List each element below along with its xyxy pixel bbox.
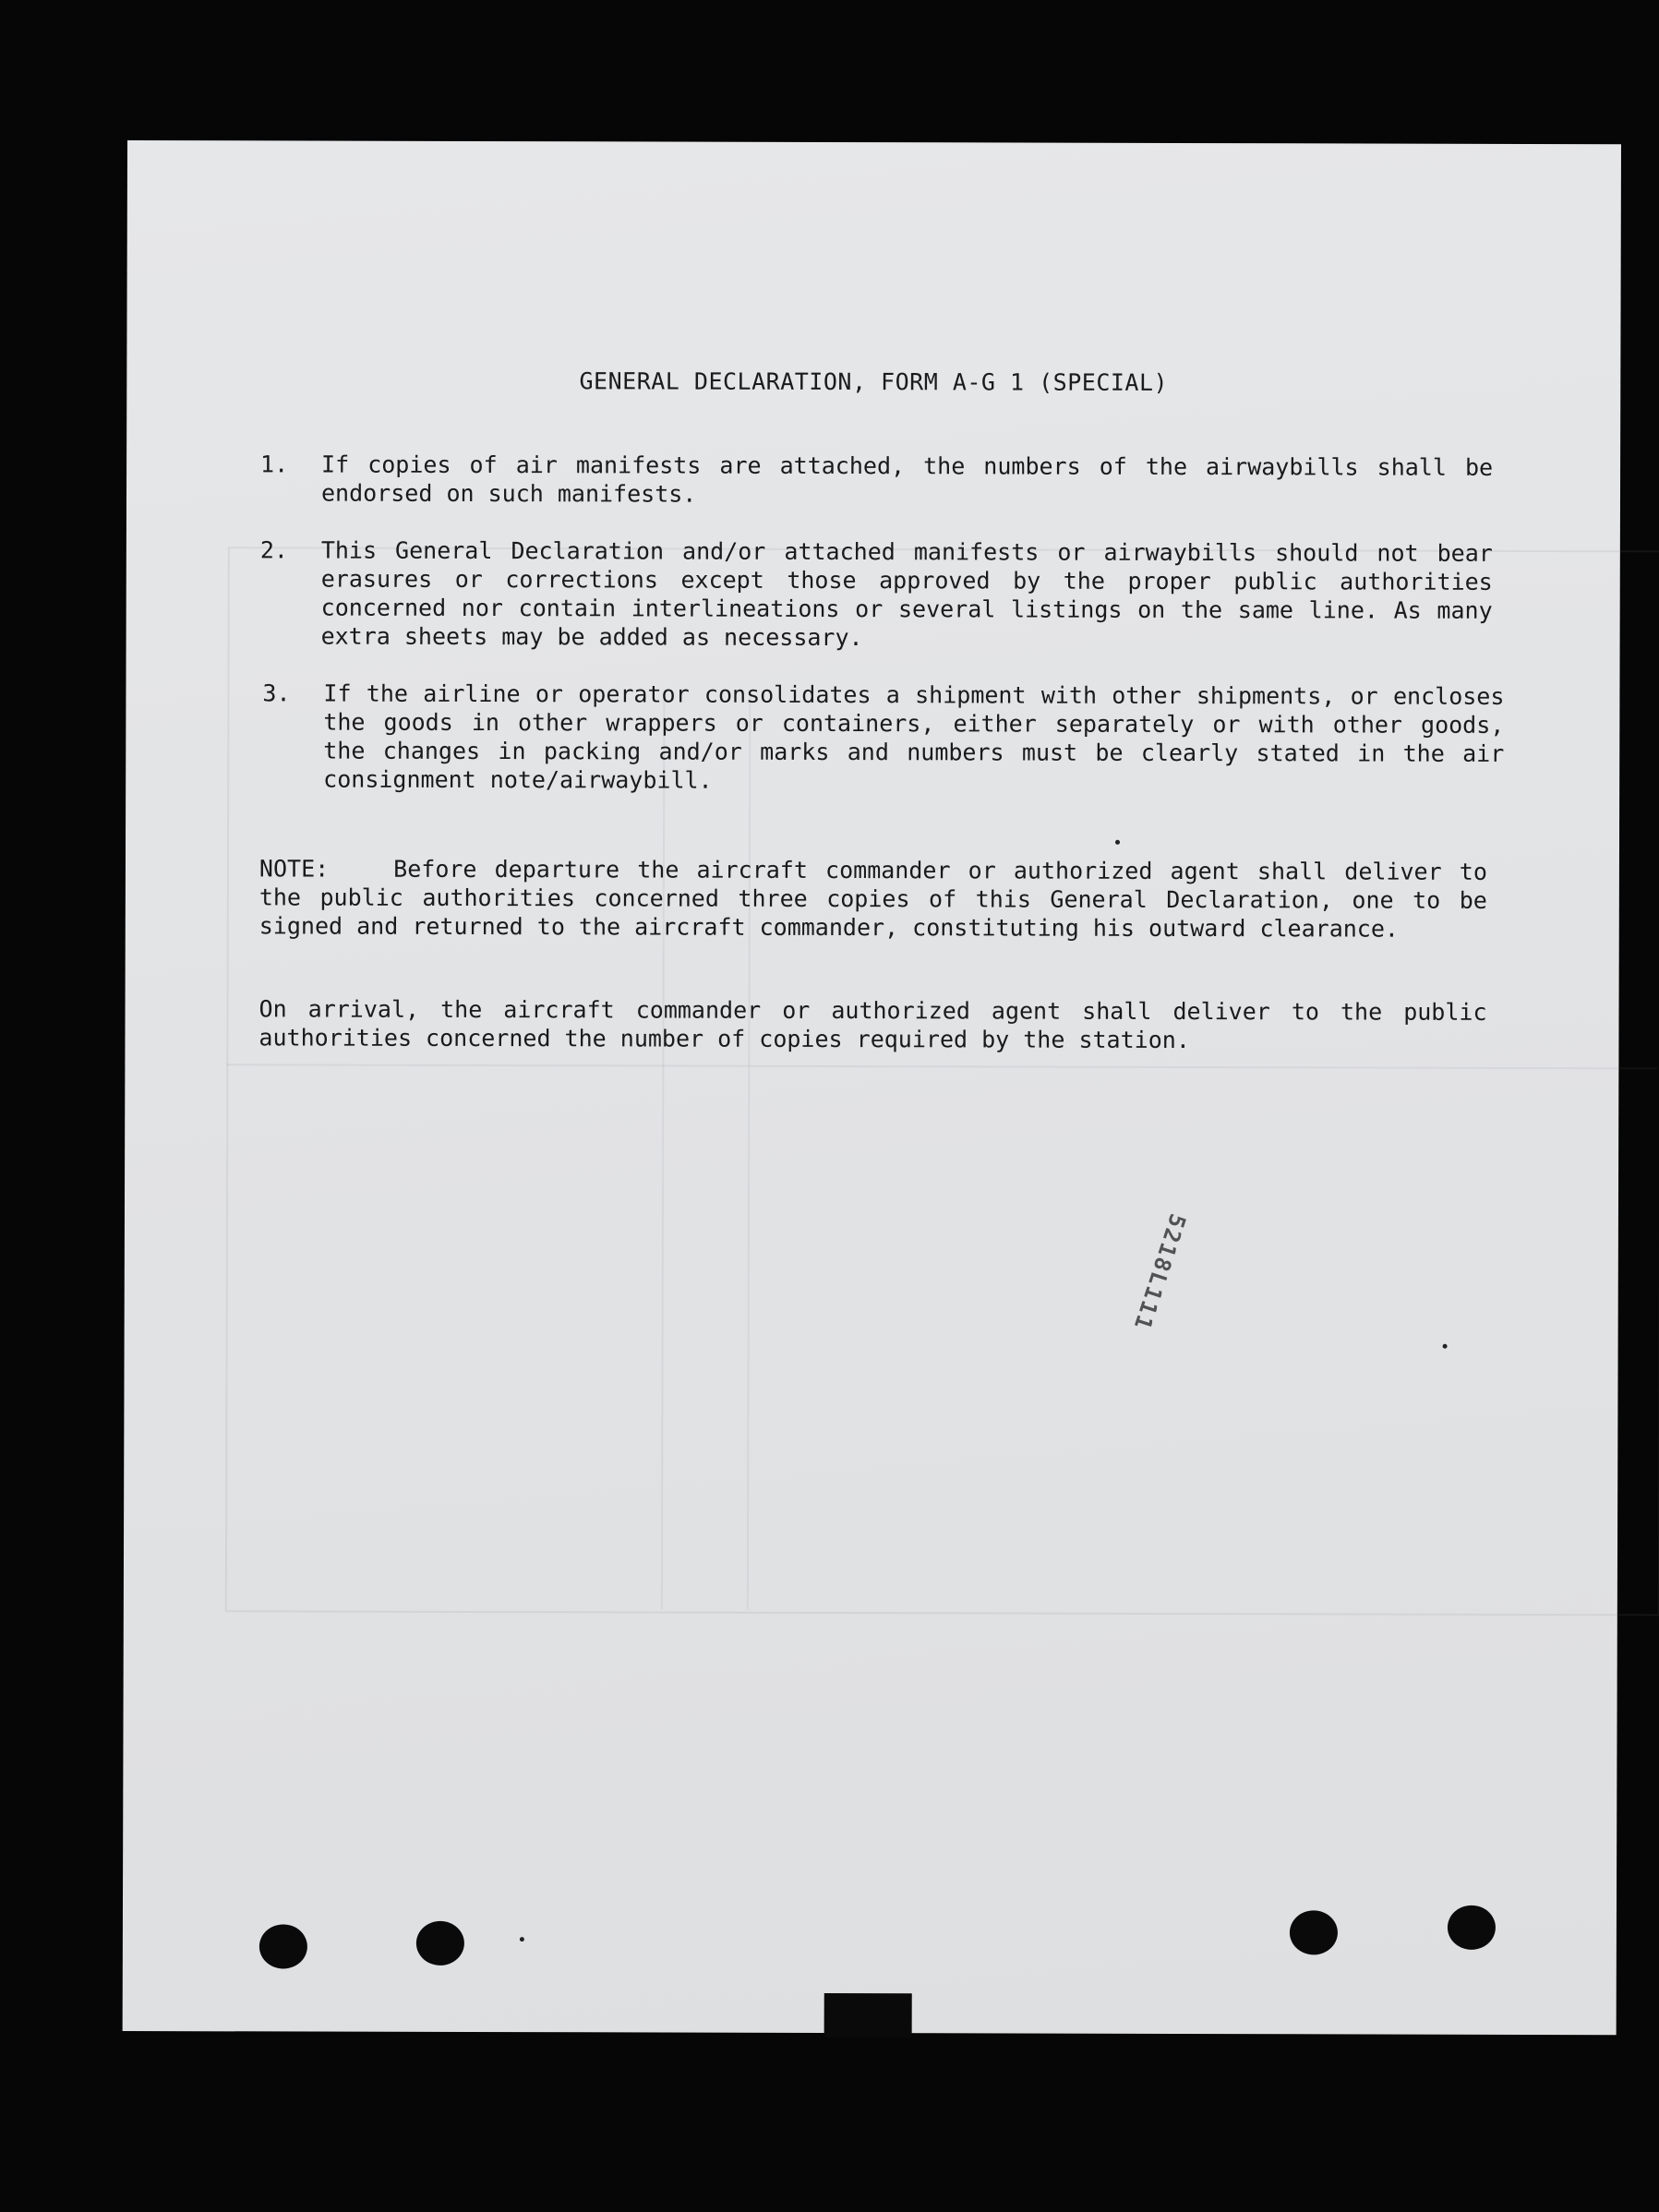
list-item — [260, 450, 1493, 517]
punch-hole — [1290, 1910, 1338, 1954]
list-item — [262, 679, 1504, 802]
arrival-paragraph: On arrival, the aircraft commander or authorized agent shall deliver to the public authorities concerned the number of copies required by the station. — [258, 995, 1487, 1054]
punch-hole — [416, 1921, 464, 1966]
ink-speck — [520, 1937, 524, 1942]
punch-hole — [1448, 1905, 1496, 1950]
show-through-line — [747, 696, 751, 1610]
show-through-line — [661, 696, 666, 1610]
item-text: If copies of air manifests are attached, the numbers of the airwaybills shall be endorsed on such manifests. — [320, 451, 1494, 508]
item-number: 3. — [262, 679, 291, 707]
note-paragraph — [259, 854, 1487, 943]
list-item — [260, 535, 1493, 658]
ink-speck — [1443, 1344, 1448, 1349]
note-text: Before departure the aircraft commander or authorized agent shall deliver to the public authorities concerned three copies of this General Declaration, one to be signed and returned to the aircraft commander, constituting his outward clearance. — [258, 855, 1487, 943]
show-through-line — [226, 1064, 1657, 1069]
item-text: This General Declaration and/or attached manifests or airwaybills should not bear erasures or corrections except those approved by the proper public authorities concerned nor contain interlineations or several listings on the same line. As many extra sheets may be added as necessary. — [320, 536, 1493, 652]
item-number: 1. — [260, 451, 289, 478]
page-title: GENERAL DECLARATION, FORM A-G 1 (SPECIAL) — [579, 367, 1169, 396]
paper-sheet — [123, 140, 1621, 2035]
item-text: If the airline or operator consolidates a shipment with other shipments, or encloses the goods in other wrappers or containers, either separately or with other goods, the changes in packing and/or marks and numbers must be clearly stated in the air consignment note/airwaybill. — [323, 679, 1505, 794]
ink-speck — [1115, 840, 1120, 845]
serial-stamp: 5218L111 — [1128, 1210, 1191, 1335]
punch-hole — [259, 1924, 307, 1968]
binding-tab — [824, 1993, 912, 2038]
item-number: 2. — [259, 536, 288, 564]
note-label: NOTE: — [258, 855, 330, 883]
